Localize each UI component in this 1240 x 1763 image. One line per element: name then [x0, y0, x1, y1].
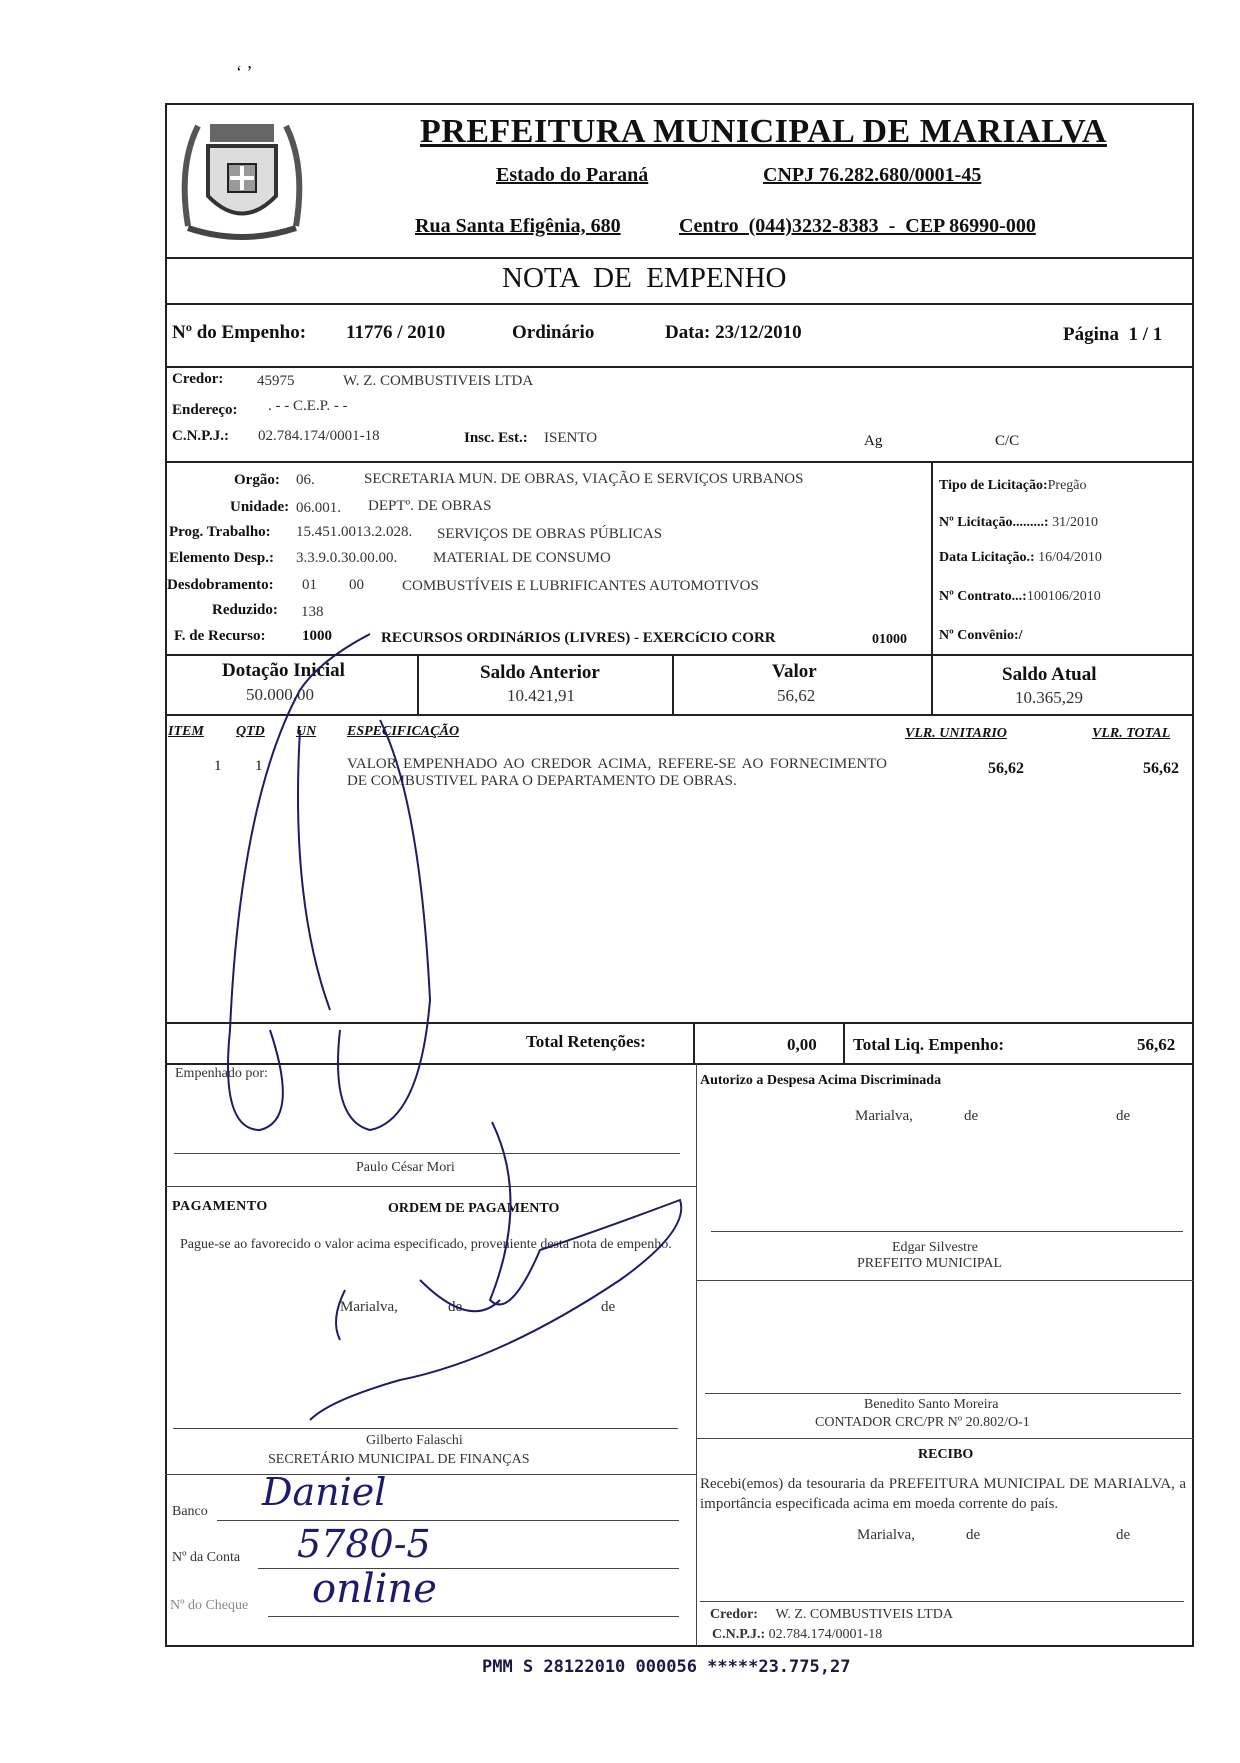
- municipality-title: PREFEITURA MUNICIPAL DE MARIALVA: [420, 113, 1107, 150]
- tipo-licitacao-label: Tipo de Licitação:: [939, 478, 1048, 493]
- empenho-date: Data: 23/12/2010: [665, 322, 802, 343]
- num-licitacao: [939, 515, 1098, 531]
- desdobramento-code-1: 01: [302, 577, 317, 593]
- header-contact: Centro (044)3232-8383 - CEP 86990-000: [679, 215, 1036, 237]
- unidade-code: 06.001.: [296, 500, 341, 516]
- valor-label: Valor: [772, 661, 817, 682]
- coat-of-arms-icon: [168, 106, 316, 244]
- contrato-label: Nº Contrato...:: [939, 589, 1027, 604]
- orgao-desc: SECRETARIA MUN. DE OBRAS, VIAÇÃO E SERVIÇOS URBANOS: [364, 471, 804, 487]
- endereco-value: . - - C.E.P. - -: [268, 398, 348, 414]
- elemento-desc: MATERIAL DE CONSUMO: [433, 550, 611, 566]
- recibo-cnpj-value: 02.784.174/0001-18: [768, 1627, 883, 1642]
- recibo-credor: [710, 1607, 953, 1623]
- col-item: ITEM: [168, 724, 204, 739]
- recibo-marialva: Marialva,: [857, 1527, 915, 1543]
- cheque-handwritten: online: [312, 1566, 437, 1612]
- elemento-label: Elemento Desp.:: [169, 550, 274, 566]
- banco-handwritten: Daniel: [262, 1470, 387, 1514]
- conta-handwritten: 5780-5: [297, 1522, 431, 1566]
- unidade-label: Unidade:: [230, 499, 290, 515]
- desdobramento-code-2: 00: [349, 577, 364, 593]
- tipo-licitacao-value: Pregão: [1047, 478, 1087, 493]
- num-licitacao-value: 31/2010: [1052, 515, 1098, 530]
- orgao-label: Orgão:: [234, 472, 280, 488]
- header-address: Rua Santa Efigênia, 680: [415, 215, 621, 237]
- recibo-de-1: de: [966, 1527, 981, 1543]
- prog-label: Prog. Trabalho:: [169, 524, 271, 540]
- scan-marks: ‘ ’: [236, 62, 253, 82]
- empenhado-nome: Paulo César Mori: [356, 1160, 455, 1175]
- row-item: 1: [214, 758, 222, 774]
- total-retencoes-value: 0,00: [787, 1035, 817, 1054]
- prog-code: 15.451.0013.2.028.: [296, 524, 413, 540]
- dotacao-inicial-value: 50.000,00: [246, 685, 314, 704]
- recibo-credor-value: W. Z. COMBUSTIVEIS LTDA: [775, 1607, 953, 1622]
- tipo-licitacao: [939, 478, 1087, 494]
- total-liq-value: 56,62: [1137, 1035, 1176, 1054]
- recibo-de-2: de: [1116, 1527, 1131, 1543]
- prefeito-cargo: PREFEITO MUNICIPAL: [857, 1256, 1003, 1271]
- ordem-pagamento-label: ORDEM DE PAGAMENTO: [388, 1201, 560, 1216]
- credor-code: 45975: [257, 373, 295, 389]
- footer-code: PMM S 28122010 000056 *****23.775,27: [482, 1657, 851, 1677]
- data-licitacao-value: 16/04/2010: [1038, 550, 1102, 565]
- total-liq-label: Total Liq. Empenho:: [853, 1035, 1004, 1054]
- data-licitacao-label: Data Licitação.:: [939, 550, 1035, 565]
- col-qtd: QTD: [236, 724, 265, 739]
- contador-cargo: CONTADOR CRC/PR Nº 20.802/O-1: [815, 1415, 1030, 1430]
- pagamento-label: PAGAMENTO: [172, 1199, 268, 1214]
- row-especificacao: VALOR EMPENHADO AO CREDOR ACIMA, REFERE-SE AO FORNECIMENTO DE COMBUSTIVEL PARA O DEPARTAMENTO DE OBRAS.: [347, 756, 887, 789]
- secretario-nome: Gilberto Falaschi: [366, 1433, 463, 1448]
- pague-se-text: Pague-se ao favorecido o valor acima especificado, proveniente desta nota de empenho.: [180, 1237, 672, 1252]
- recibo-title: RECIBO: [918, 1447, 974, 1462]
- cheque-label: Nº do Cheque: [170, 1598, 249, 1613]
- total-retencoes-label: Total Retenções:: [526, 1032, 646, 1051]
- elemento-code: 3.3.9.0.30.00.00.: [296, 550, 398, 566]
- col-un: UN: [296, 724, 317, 739]
- empenhado-por-label: Empenhado por:: [175, 1066, 268, 1081]
- recurso-code: 1000: [302, 628, 332, 644]
- saldo-atual-value: 10.365,29: [1015, 688, 1083, 707]
- contrato-value: 100106/2010: [1026, 589, 1101, 604]
- saldo-anterior-label: Saldo Anterior: [480, 662, 600, 683]
- endereco-label: Endereço:: [172, 402, 238, 418]
- ag-label: Ag: [864, 433, 883, 449]
- reduzido-value: 138: [301, 604, 324, 620]
- cc-label: C/C: [995, 433, 1020, 449]
- col-vlr-unitario: VLR. UNITARIO: [905, 726, 1007, 741]
- autorizo-de-2: de: [1116, 1108, 1131, 1124]
- insc-label: Insc. Est.:: [464, 430, 528, 446]
- col-especificacao: ESPECIFICAÇÃO: [347, 724, 460, 739]
- autorizo-label: Autorizo a Despesa Acima Discriminada: [700, 1073, 942, 1088]
- conta-label: Nº da Conta: [172, 1550, 241, 1565]
- secretario-cargo: SECRETÁRIO MUNICIPAL DE FINANÇAS: [268, 1452, 530, 1467]
- ordem-de-2: de: [601, 1299, 616, 1315]
- col-vlr-total: VLR. TOTAL: [1092, 726, 1171, 741]
- banco-label: Banco: [172, 1504, 208, 1519]
- saldo-anterior-value: 10.421,91: [507, 686, 575, 705]
- recurso-desc: RECURSOS ORDINáRIOS (LIVRES) - EXERCíCIO CORR: [381, 630, 776, 646]
- prefeito-nome: Edgar Silvestre: [892, 1240, 978, 1255]
- cnpj-value: 02.784.174/0001-18: [258, 428, 380, 444]
- empenho-number: 11776 / 2010: [346, 322, 446, 343]
- desdobramento-label: Desdobramento:: [167, 577, 274, 593]
- contador-nome: Benedito Santo Moreira: [864, 1397, 999, 1412]
- row-qtd: 1: [255, 758, 263, 774]
- insc-value: ISENTO: [544, 430, 598, 446]
- convenio-label: Nº Convênio:/: [939, 628, 1023, 643]
- desdobramento-desc: COMBUSTÍVEIS E LUBRIFICANTES AUTOMOTIVOS: [402, 578, 759, 594]
- header-cnpj: CNPJ 76.282.680/0001-45: [763, 164, 982, 186]
- page-indicator: Página 1 / 1: [1063, 324, 1163, 345]
- contrato: [939, 589, 1101, 605]
- row-vlr-total: 56,62: [1143, 760, 1179, 777]
- credor-name: W. Z. COMBUSTIVEIS LTDA: [343, 373, 534, 389]
- cnpj-label: C.N.P.J.:: [172, 428, 229, 444]
- valor-value: 56,62: [777, 686, 816, 705]
- document-title: NOTA DE EMPENHO: [502, 262, 787, 294]
- recurso-num: 01000: [872, 632, 907, 647]
- credor-label: Credor:: [172, 371, 224, 387]
- recibo-cnpj-label: C.N.P.J.:: [712, 1627, 766, 1642]
- ordem-marialva: Marialva,: [340, 1299, 398, 1315]
- row-vlr-unitario: 56,62: [988, 760, 1024, 777]
- recurso-label: F. de Recurso:: [174, 628, 266, 644]
- empenho-type: Ordinário: [512, 322, 595, 343]
- dotacao-inicial-label: Dotação Inicial: [222, 660, 345, 681]
- orgao-code: 06.: [296, 472, 315, 488]
- unidade-desc: DEPTº. DE OBRAS: [368, 498, 492, 514]
- autorizo-marialva: Marialva,: [855, 1108, 913, 1124]
- reduzido-label: Reduzido:: [212, 602, 278, 618]
- recibo-text: Recebi(emos) da tesouraria da PREFEITURA MUNICIPAL DE MARIALVA, a importância especificada acima em moeda corrente do país.: [700, 1476, 1186, 1512]
- data-licitacao: [939, 550, 1102, 566]
- state-name: Estado do Paraná: [496, 164, 649, 186]
- empenho-label: Nº do Empenho:: [172, 322, 307, 343]
- autorizo-de-1: de: [964, 1108, 979, 1124]
- num-licitacao-label: Nº Licitação.........:: [939, 515, 1049, 530]
- saldo-atual-label: Saldo Atual: [1002, 664, 1097, 685]
- ordem-de-1: de: [448, 1299, 463, 1315]
- recibo-credor-label: Credor:: [710, 1607, 758, 1622]
- recibo-cnpj: [712, 1627, 882, 1643]
- prog-desc: SERVIÇOS DE OBRAS PÚBLICAS: [437, 526, 663, 542]
